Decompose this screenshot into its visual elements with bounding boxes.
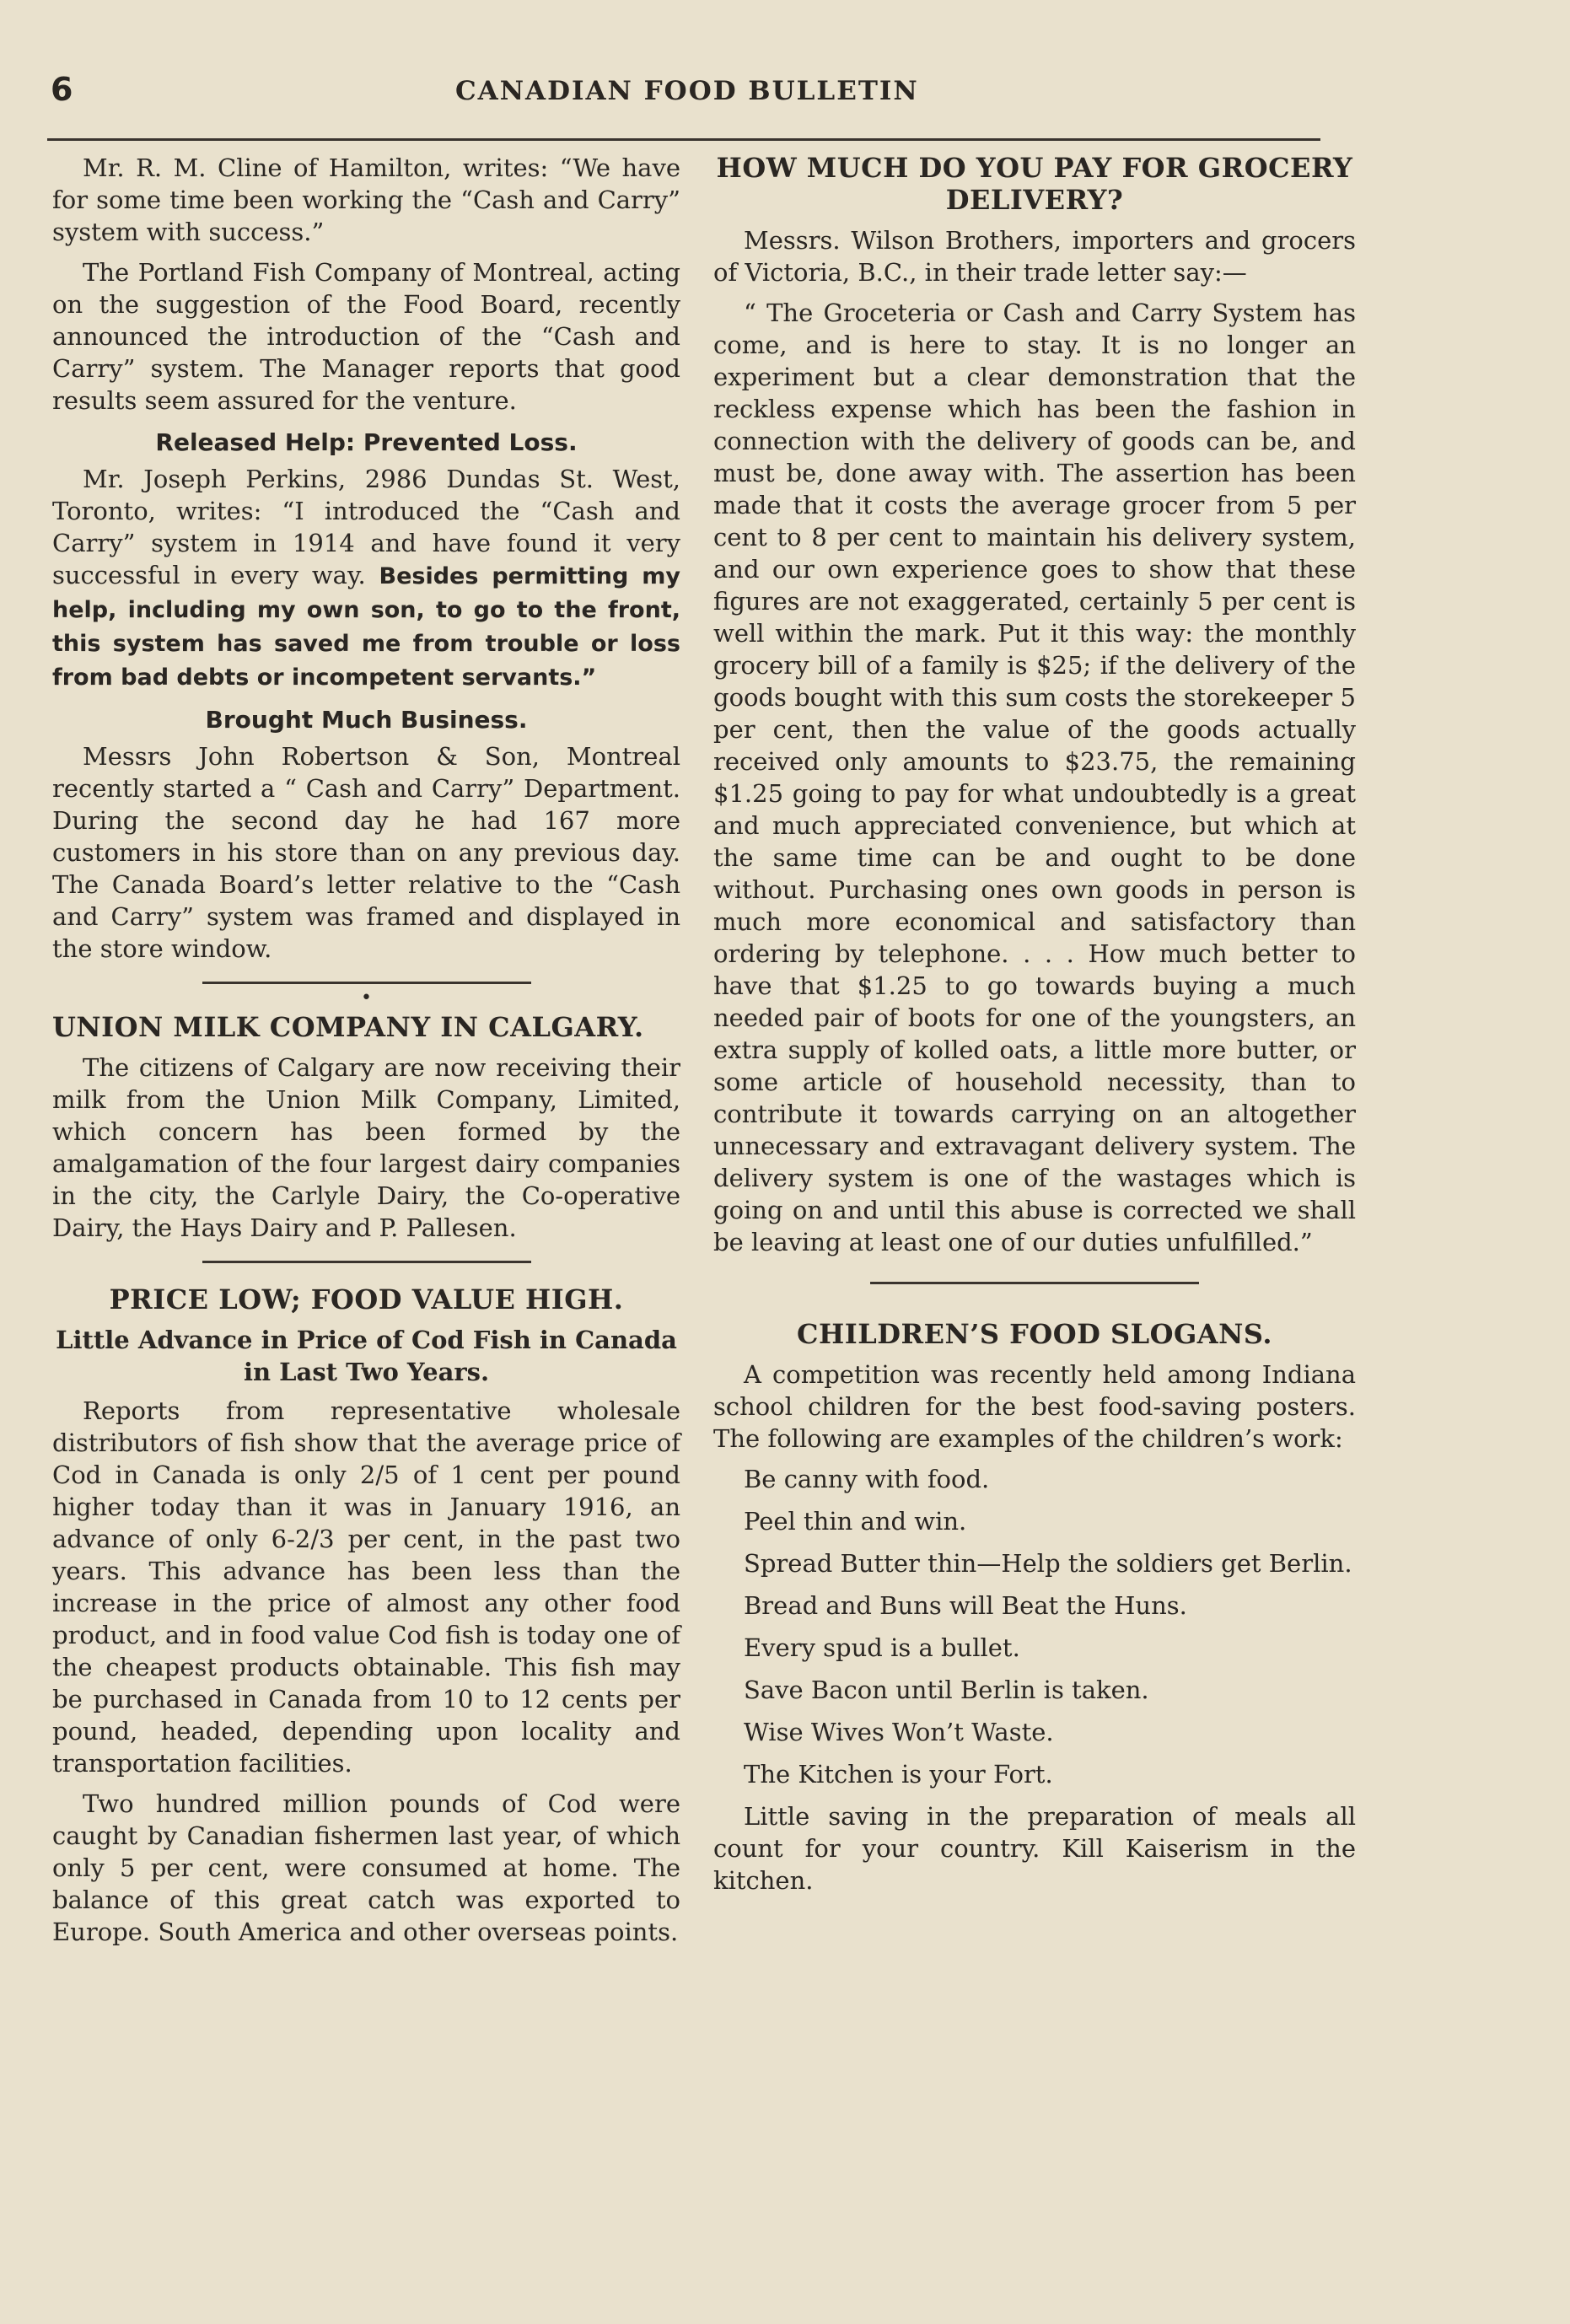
heading-union-milk: UNION MILK COMPANY IN CALGARY. [52, 1011, 644, 1043]
slogan-list [713, 1463, 1356, 1790]
heading-grocery-delivery: HOW MUCH DO YOU PAY FOR GROCERY DELIVERY? [716, 152, 1353, 216]
paragraph-cod-catch: Two hundred million pounds of Cod were caught by Canadian fishermen last year, of which only 5 per cent, were consumed at home. The balance of this great catch was exported to Europe. South America and other overseas points. [52, 1789, 680, 1946]
paragraph-slogans-intro: A competition was recently held among Indiana school children for the best food-saving posters. The following are examples of the children’s work: [713, 1360, 1356, 1453]
page-header [42, 71, 1341, 121]
paragraph-union-milk: The citizens of Calgary are now receiving their milk from the Union Milk Company, Limited, which concern has been formed by the amalgamation of the four largest dairy companies in the city, the Carlyle Dairy, the Co-operative Dairy, the Hays Dairy and P. Pallesen. [52, 1053, 680, 1242]
subhead-brought-business: Brought Much Business. [205, 706, 528, 734]
slogan-item: Bread and Buns will Beat the Huns. [744, 1591, 1187, 1620]
slogan-item: Wise Wives Won’t Waste. [744, 1718, 1054, 1746]
slogan-item: Be canny with food. [744, 1465, 990, 1493]
perkins-bold-text: Besides permitting my help, including my own son, to go to the front, this system has saved me from trouble or loss from bad debts or incompetent servants.” [52, 563, 680, 691]
bullet-ornament: • [361, 987, 372, 1009]
paragraph-groceteria-quote: “ The Groceteria or Cash and Carry System has come, and is here to stay. It is no longer an experiment but a clear demonstration that the reckless expense which has been the fashion in connection with the delivery of goods can be, and must be, done away with. The assertion has been made that it costs the average grocer from 5 per cent to 8 per cent to maintain his delivery system, and our own experience goes to show that these figures are not exaggerated, certainly 5 per cent is well within the mark. Put it this way: the monthly grocery bill of a family is $25; if the delivery of the goods bought with this sum costs the storekeeper 5 per cent, then the value of the goods actually received only amounts to $23.75, the remaining $1.25 going to pay for what undoubtedly is a great and much appreciated convenience, but which at the same time can be and ought to be done without. Purchasing ones own goods in person is much more economical and satisfactory than ordering by telephone. . . . How much better to have that $1.25 to go towards buying a much needed pair of boots for one of the youngsters, an extra supply of kolled oats, a little more butter, or some article of household necessity, than to contribute it towards carrying on an altogether unnecessary and extravagant delivery system. The delivery system is one of the wastages which is going on and until this abuse is corrected we shall be leaving at least one of our duties unfulfilled.” [713, 299, 1356, 1256]
heading-price-low: PRICE LOW; FOOD VALUE HIGH. [109, 1283, 624, 1315]
paragraph-perkins [52, 463, 680, 694]
slogan-item: The Kitchen is your Fort. [744, 1760, 1053, 1789]
slogan-item: Every spud is a bullet. [744, 1633, 1020, 1662]
subhead-released-help: Released Help: Prevented Loss. [155, 428, 578, 456]
header-rule [47, 138, 1320, 141]
left-column [52, 152, 680, 1956]
slogan-item: Save Bacon until Berlin is taken. [744, 1676, 1149, 1704]
paragraph-portland-fish: The Portland Fish Company of Montreal, acting on the suggestion of the Food Board, recently announced the introduction of the “Cash and Carry” system. The Manager reports that good results seem assured for the venture. [52, 258, 680, 415]
slogan-item: Spread Butter thin—Help the soldiers get Berlin. [744, 1549, 1352, 1578]
section-divider [202, 982, 531, 984]
subheading-cod-fish: Little Advance in Price of Cod Fish in Canada in Last Two Years. [56, 1326, 677, 1386]
paragraph-cod-prices: Reports from representative wholesale distributors of fish show that the average price of Cod in Canada is only 2/5 of 1 cent per pound higher today than it was in January 1916, an advance of only 6-2/3 per cent, in the past two years. This advance has been less than the increase in the price of almost any other food product, and in food value Cod fish is today one of the cheapest products obtainable. This fish may be purchased in Canada from 10 to 12 cents per pound, headed, depending upon locality and transportation facilities. [52, 1396, 680, 1778]
paragraph-wilson-brothers: Messrs. Wilson Brothers, importers and grocers of Victoria, B.C., in their trade letter say:— [713, 226, 1356, 287]
paragraph-cline: Mr. R. M. Cline of Hamilton, writes: “We have for some time been working the “Cash and Carry” system with success.” [52, 153, 680, 246]
right-column [713, 152, 1356, 1905]
paragraph-robertson: Messrs John Robertson & Son, Montreal recently started a “ Cash and Carry” Department. During the second day he had 167 more customers in his store than on any previous day. The Canada Board’s letter relative to the “Cash and Carry” system was framed and displayed in the store window. [52, 742, 680, 963]
section-divider [202, 1261, 531, 1263]
page-number: 6 [51, 71, 73, 108]
paragraph-slogans-closing: Little saving in the preparation of meals all count for your country. Kill Kaiserism in the kitchen. [713, 1802, 1356, 1895]
perkins-plain-text: Mr. Joseph Perkins, 2986 Dundas St. West, Toronto, writes: “I introduced the “Cash and Carry” system in 1914 and have found it very successful in every way. [52, 465, 680, 589]
slogan-item: Peel thin and win. [744, 1507, 967, 1536]
section-divider [870, 1282, 1199, 1284]
heading-childrens-slogans: CHILDREN’S FOOD SLOGANS. [797, 1318, 1272, 1350]
running-title: CANADIAN FOOD BULLETIN [455, 76, 919, 106]
